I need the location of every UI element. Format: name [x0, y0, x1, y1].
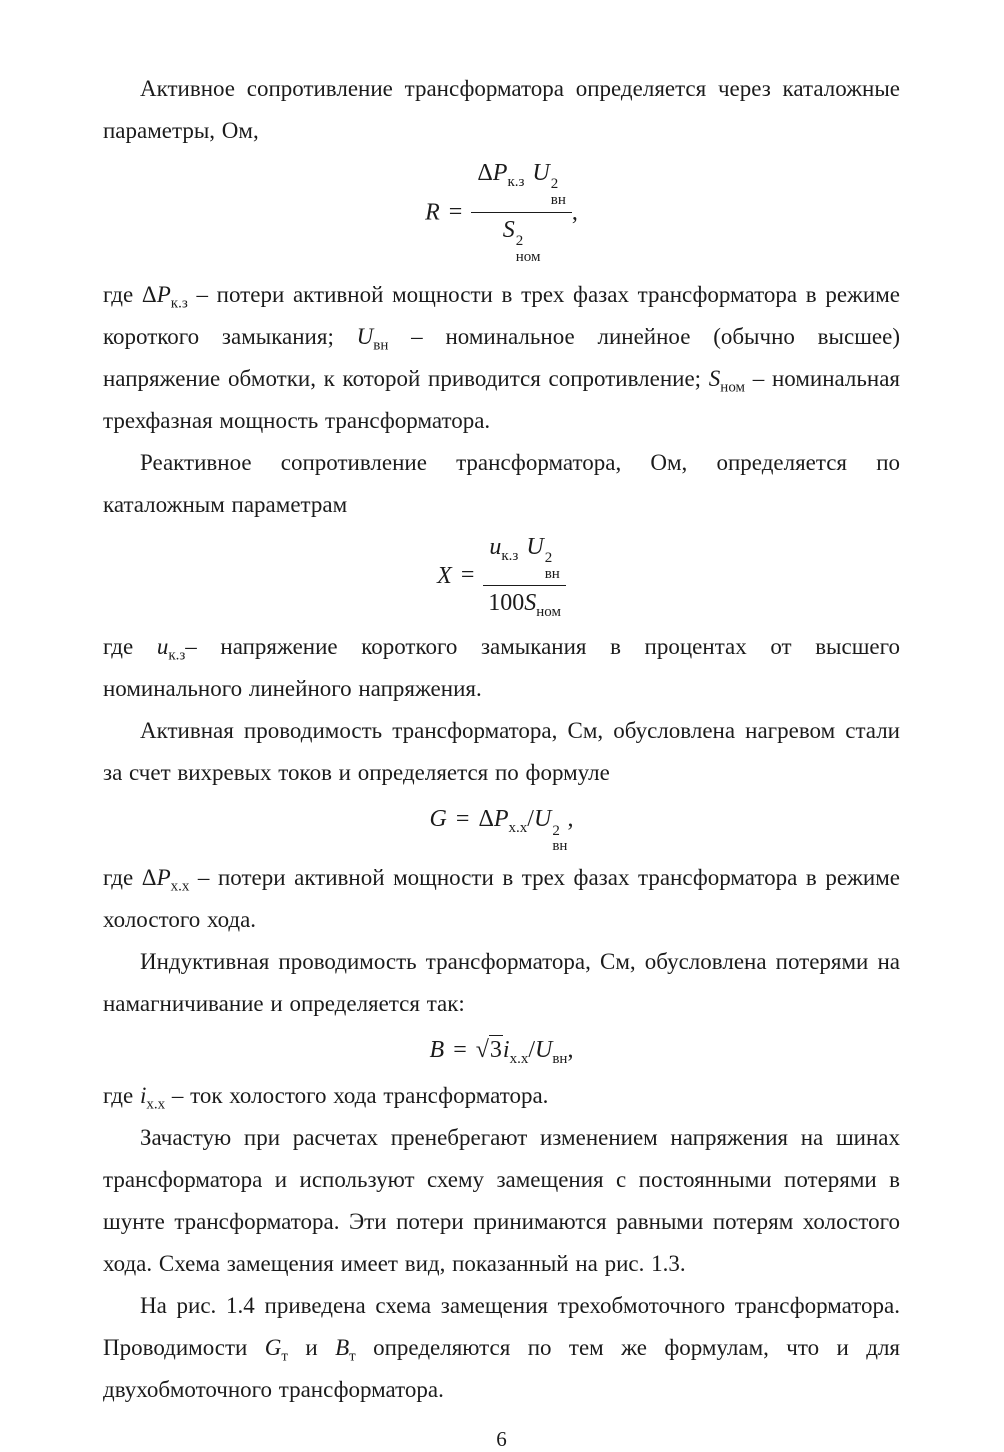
var-U: U	[532, 160, 550, 186]
var-P: P	[493, 806, 509, 833]
subscript-kz: к.з	[168, 647, 186, 664]
text-run: – номинальное линейное (обычно высшее) напряжение обмотки, к которой приводится сопротивление;	[103, 323, 900, 391]
paragraph-where-x	[103, 626, 900, 710]
var-U: U	[356, 323, 374, 349]
subscript-nom: ном	[515, 248, 541, 265]
equals-sign: =	[453, 1037, 467, 1063]
subscript-nom: ном	[720, 379, 746, 396]
text-run: где	[103, 1083, 140, 1108]
delta-symbol: Δ	[478, 806, 494, 833]
paragraph-where-r	[103, 274, 900, 442]
delta-symbol: Δ	[141, 865, 157, 890]
var-i: i	[139, 1083, 147, 1108]
subscript-nom: ном	[536, 604, 561, 621]
var-U: U	[526, 533, 544, 560]
text-run: – номинальная трехфазная мощность трансформатора.	[103, 365, 900, 433]
subscript-vn: вн	[550, 192, 566, 208]
equals-sign: =	[455, 806, 470, 833]
sup-sub-stack	[552, 824, 567, 856]
text-run: – ток холостого хода трансформатора.	[165, 1083, 549, 1108]
text-run: и	[287, 1335, 336, 1360]
fraction	[483, 532, 565, 619]
paragraph-where-b	[103, 1075, 900, 1117]
denominator	[471, 213, 572, 266]
text-run: – напряжение короткого замыкания в процентах от высшего номинального линейного напряжения.	[103, 634, 900, 702]
radical-sign: √	[475, 1037, 489, 1063]
superscript-2: 2	[544, 549, 553, 566]
subscript-vn: вн	[552, 1050, 568, 1067]
text-column	[103, 68, 900, 1452]
text-run: – потери активной мощности в трех фазах трансформатора в режиме короткого замыкания;	[103, 281, 900, 349]
delta-symbol: Δ	[477, 160, 493, 186]
comma: ,	[567, 806, 574, 833]
paragraph-three-winding	[103, 1285, 900, 1411]
subscript-kz: к.з	[507, 173, 525, 190]
subscript-xx: х.х	[146, 1096, 166, 1113]
var-G: G	[429, 806, 447, 833]
text-run: где	[103, 281, 142, 307]
superscript-2: 2	[552, 822, 560, 839]
delta-symbol: Δ	[141, 281, 157, 307]
var-i: i	[502, 1037, 510, 1063]
subscript-vn: вн	[552, 838, 568, 855]
var-u: u	[489, 533, 502, 560]
formula-conductance	[103, 796, 900, 855]
var-B: B	[335, 1335, 350, 1360]
var-U: U	[535, 1037, 553, 1063]
text-run: – потери активной мощности в трех фазах трансформатора в режиме холостого хода.	[103, 865, 900, 932]
sup-sub-stack	[516, 234, 541, 266]
slash: /	[527, 806, 534, 833]
equals-sign: =	[448, 199, 463, 226]
comma: ,	[571, 199, 578, 226]
var-P: P	[492, 160, 508, 186]
text-run: определяются по тем же формулам, что и для двухобмоточного трансформатора.	[103, 1335, 901, 1402]
text-run: где	[103, 634, 157, 660]
comma: ,	[567, 1037, 574, 1063]
var-S: S	[502, 216, 515, 243]
equals-sign: =	[460, 562, 475, 589]
paragraph-inductive-conductance: Индуктивная проводимость трансформатора, См, обусловлена потерями на намагничивание и определяется так:	[103, 949, 900, 1016]
subscript-kz: к.з	[501, 547, 519, 564]
fraction	[471, 158, 572, 266]
paragraph-active-conductance: Активная проводимость трансформатора, См, обусловлена нагревом стали за счет вихревых токов и определяется по формуле	[103, 718, 900, 786]
coefficient-100: 100	[488, 590, 525, 617]
sup-sub-stack	[551, 177, 566, 209]
var-B: B	[429, 1037, 445, 1063]
formula-reactance	[103, 534, 900, 621]
var-P: P	[156, 865, 171, 890]
formula-susceptance	[103, 1027, 900, 1073]
paragraph-equivalent-circuit: Зачастую при расчетах пренебрегают изменением напряжения на шинах трансформатора и используют схему замещения с постоянными потерями в шунте трансформатора. Эти потери принимаются равными потерям холостого хода. Схема замещения имеет вид, показанный на рис. 1.3.	[103, 1125, 900, 1276]
subscript-xx: х.х	[508, 820, 528, 837]
var-S: S	[708, 365, 721, 391]
paragraph-active-resistance: Активное сопротивление трансформатора определяется через каталожные параметры, Ом,	[103, 76, 900, 143]
var-u: u	[156, 634, 169, 660]
formula-resistance	[103, 160, 900, 268]
superscript-2: 2	[515, 233, 524, 249]
subscript-kz: к.з	[170, 295, 188, 312]
radicand-3: 3	[489, 1037, 502, 1063]
subscript-xx: х.х	[170, 878, 190, 895]
var-R: R	[425, 199, 440, 226]
text-run: На рис. 1.4 приведена схема замещения трехобмоточного трансформатора. Проводимости	[103, 1293, 900, 1360]
var-X: X	[437, 562, 452, 589]
subscript-xx: х.х	[509, 1050, 529, 1067]
text-run: где	[103, 865, 142, 890]
subscript-vn: вн	[373, 337, 389, 354]
superscript-2: 2	[550, 176, 559, 193]
paragraph-where-g	[103, 857, 900, 941]
var-G: G	[264, 1335, 282, 1360]
var-S: S	[524, 590, 537, 617]
numerator	[471, 158, 572, 213]
subscript-vn: вн	[544, 565, 560, 582]
page-number: 6	[496, 1427, 507, 1451]
var-U: U	[533, 806, 552, 833]
sup-sub-stack	[545, 551, 560, 583]
subscript-t: т	[281, 1348, 288, 1365]
subscript-t: т	[349, 1348, 356, 1365]
denominator	[483, 586, 565, 621]
numerator	[483, 532, 565, 587]
paragraph-reactive-resistance: Реактивное сопротивление трансформатора, Ом, определяется по каталожным параметрам	[103, 449, 900, 517]
var-P: P	[156, 281, 171, 307]
slash: /	[528, 1037, 535, 1063]
